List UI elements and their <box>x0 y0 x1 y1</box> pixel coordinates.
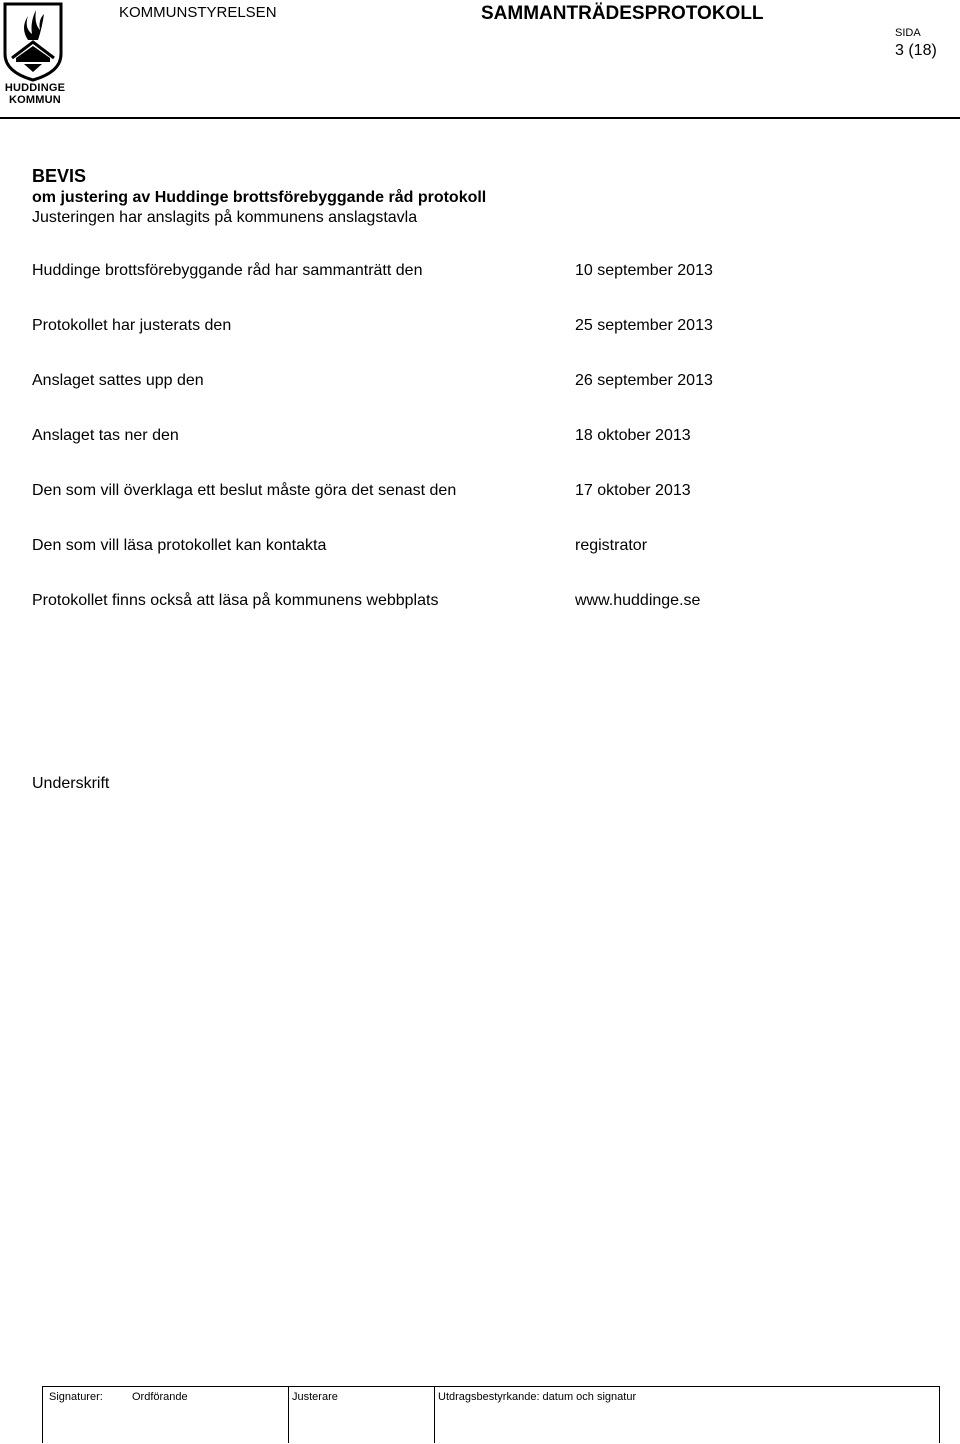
municipality-logo <box>2 2 68 104</box>
info-row-appeal-deadline <box>32 482 932 502</box>
coat-of-arms-icon <box>2 2 64 82</box>
footer-divider <box>939 1387 940 1443</box>
info-value: 17 oktober 2013 <box>575 482 691 499</box>
info-label: Den som vill läsa protokollet kan kontakta <box>32 537 327 554</box>
logo-text-line2: KOMMUN <box>9 94 61 106</box>
info-value: 26 september 2013 <box>575 372 713 389</box>
signature-footer <box>42 1386 940 1443</box>
footer-adjusters-label: Justerare <box>292 1391 338 1403</box>
info-row-website <box>32 592 932 612</box>
document-type: SAMMANTRÄDESPROTOKOLL <box>481 3 764 24</box>
info-label: Protokollet har justerats den <box>32 317 232 334</box>
info-label: Anslaget sattes upp den <box>32 372 204 389</box>
info-label: Anslaget tas ner den <box>32 427 179 444</box>
footer-extract-label: Utdragsbestyrkande: datum och signatur <box>438 1391 637 1403</box>
info-label: Protokollet finns också att läsa på kommunens webbplats <box>32 592 439 609</box>
page-label: SIDA <box>895 27 921 39</box>
info-row-meeting-date <box>32 262 932 282</box>
page-number: 3 (18) <box>895 42 937 59</box>
info-row-contact <box>32 537 932 557</box>
certificate-title: BEVIS <box>32 166 87 186</box>
footer-divider <box>42 1387 43 1443</box>
footer-divider <box>288 1387 289 1443</box>
footer-divider <box>434 1387 435 1443</box>
info-row-posted-date <box>32 372 932 392</box>
info-value: 18 oktober 2013 <box>575 427 691 444</box>
header-divider <box>0 117 960 119</box>
info-value: 10 september 2013 <box>575 262 713 279</box>
info-value: registrator <box>575 537 648 554</box>
certificate-subtitle: om justering av Huddinge brottsförebyggande råd protokoll <box>32 189 487 206</box>
info-row-removed-date <box>32 427 932 447</box>
certificate-notice: Justeringen har anslagits på kommunens anslagstavla <box>32 209 418 226</box>
logo-text-line1: HUDDINGE <box>4 82 66 94</box>
info-value: 25 september 2013 <box>575 317 713 334</box>
department-name: KOMMUNSTYRELSEN <box>119 4 277 21</box>
info-label: Den som vill överklaga ett beslut måste göra det senast den <box>32 482 457 499</box>
footer-signatures-label: Signaturer: <box>49 1391 103 1403</box>
website-link[interactable]: www.huddinge.se <box>575 592 701 609</box>
signature-label: Underskrift <box>32 775 110 792</box>
footer-chair-label: Ordförande <box>132 1391 188 1403</box>
info-row-adjusted-date <box>32 317 932 337</box>
info-label: Huddinge brottsförebyggande råd har sammanträtt den <box>32 262 423 279</box>
